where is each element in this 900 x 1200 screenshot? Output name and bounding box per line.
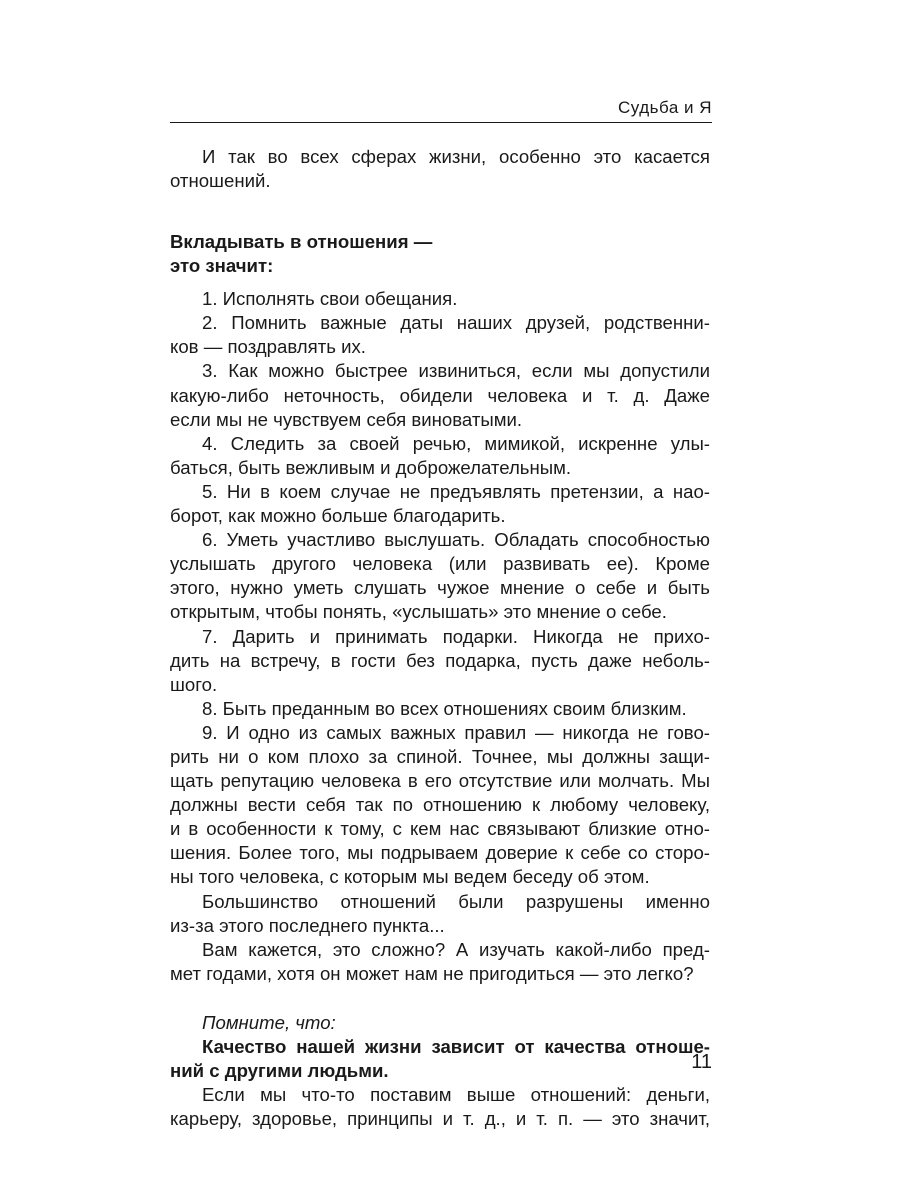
list-item [170,625,710,697]
list-item [170,287,710,311]
text-line: И так во всех сферах жизни, особенно это касается [202,146,710,167]
text-line: должны вести себя так по отношению к любому человеку, [170,794,710,816]
text-line: Вам кажется, это сложно? А изучать какой-либо пред- [202,938,710,960]
list-item [170,359,710,431]
text-line: ны того человека, с которым мы ведем беседу об этом. [170,866,650,888]
intro-paragraph [170,145,710,193]
continuation-paragraph [170,1083,710,1131]
text-line: 8. Быть преданным во всех отношениях своим близким. [202,697,687,719]
text-line: 2. Помнить важные даты наших друзей, родственни- [202,312,710,334]
list-item [170,311,710,359]
paragraph [170,938,710,986]
list-item [170,697,710,721]
text-line: карьеру, здоровье, принципы и т. д., и т. п. — это значит, [170,1108,710,1130]
text-line: ков — поздравлять их. [170,336,366,358]
text-line: борот, как можно больше благодарить. [170,505,506,527]
text-line: открытым, чтобы понять, «услышать» это мнение о себе. [170,601,667,623]
list-item [170,721,710,890]
text-line: Большинство отношений были разрушены именно [202,890,710,912]
emphasis-paragraph [170,1035,710,1083]
text-line: баться, быть вежливым и доброжелательным. [170,456,572,478]
text-line: какую-либо неточность, обидели человека и т. д. Даже [170,384,710,406]
text-line: 3. Как можно быстрее извиниться, если мы допустили [202,360,710,382]
running-head: Судьба и Я [617,98,712,117]
text-line: этого, нужно уметь слушать чужое мнение о себе и быть [170,577,710,599]
text-line: дить на встречу, в гости без подарка, пусть даже неболь- [170,649,710,671]
list-item [170,432,710,480]
page-number: 11 [691,1051,712,1073]
text-line: Если мы что-то поставим выше отношений: деньги, [202,1084,710,1106]
closing-paragraphs [170,890,710,986]
text-line: рить ни о ком плохо за спиной. Точнее, мы должны защи- [170,745,710,767]
heading-line: это значит: [170,255,274,277]
header-rule [170,122,712,123]
text-line: если мы не чувствуем себя виноватыми. [170,408,523,430]
section-heading [170,230,710,278]
note-label: Помните, что: [202,1011,336,1033]
text-line: ний с другими людьми. [170,1060,389,1082]
text-line: шого. [170,673,218,695]
text-line: шения. Более того, мы подрываем доверие к себе со сторо- [170,842,710,864]
body-text [170,145,710,1131]
text-line: Качество нашей жизни зависит от качества отноше- [202,1036,710,1057]
list-item [170,480,710,528]
text-line: 5. Ни в коем случае не предъявлять претензии, а нао- [202,480,710,502]
heading-line: Вкладывать в отношения — [170,231,433,253]
text-line: услышать другого человека (или развивать ее). Кроме [170,553,710,575]
list-item [170,528,710,624]
numbered-list [170,287,710,889]
paragraph [170,890,710,938]
text-line: 1. Исполнять свои обещания. [202,288,458,310]
text-line: 6. Уметь участливо выслушать. Обладать способностью [202,529,710,551]
text-line: мет годами, хотя он может нам не пригодиться — это легко? [170,962,694,984]
text-line: отношений. [170,170,271,192]
section-spacer [170,986,710,1011]
text-line: щать репутацию человека в его отсутствие или молчать. Мы [170,770,710,792]
text-line: и в особенности к тому, с кем нас связывают близкие отно- [170,818,710,840]
text-line: 7. Дарить и принимать подарки. Никогда не прихо- [202,625,710,647]
text-line: 9. И одно из самых важных правил — никогда не гово- [202,721,710,743]
text-line: из-за этого последнего пункта... [170,914,445,936]
text-line: 4. Следить за своей речью, мимикой, искренне улы- [202,432,710,454]
